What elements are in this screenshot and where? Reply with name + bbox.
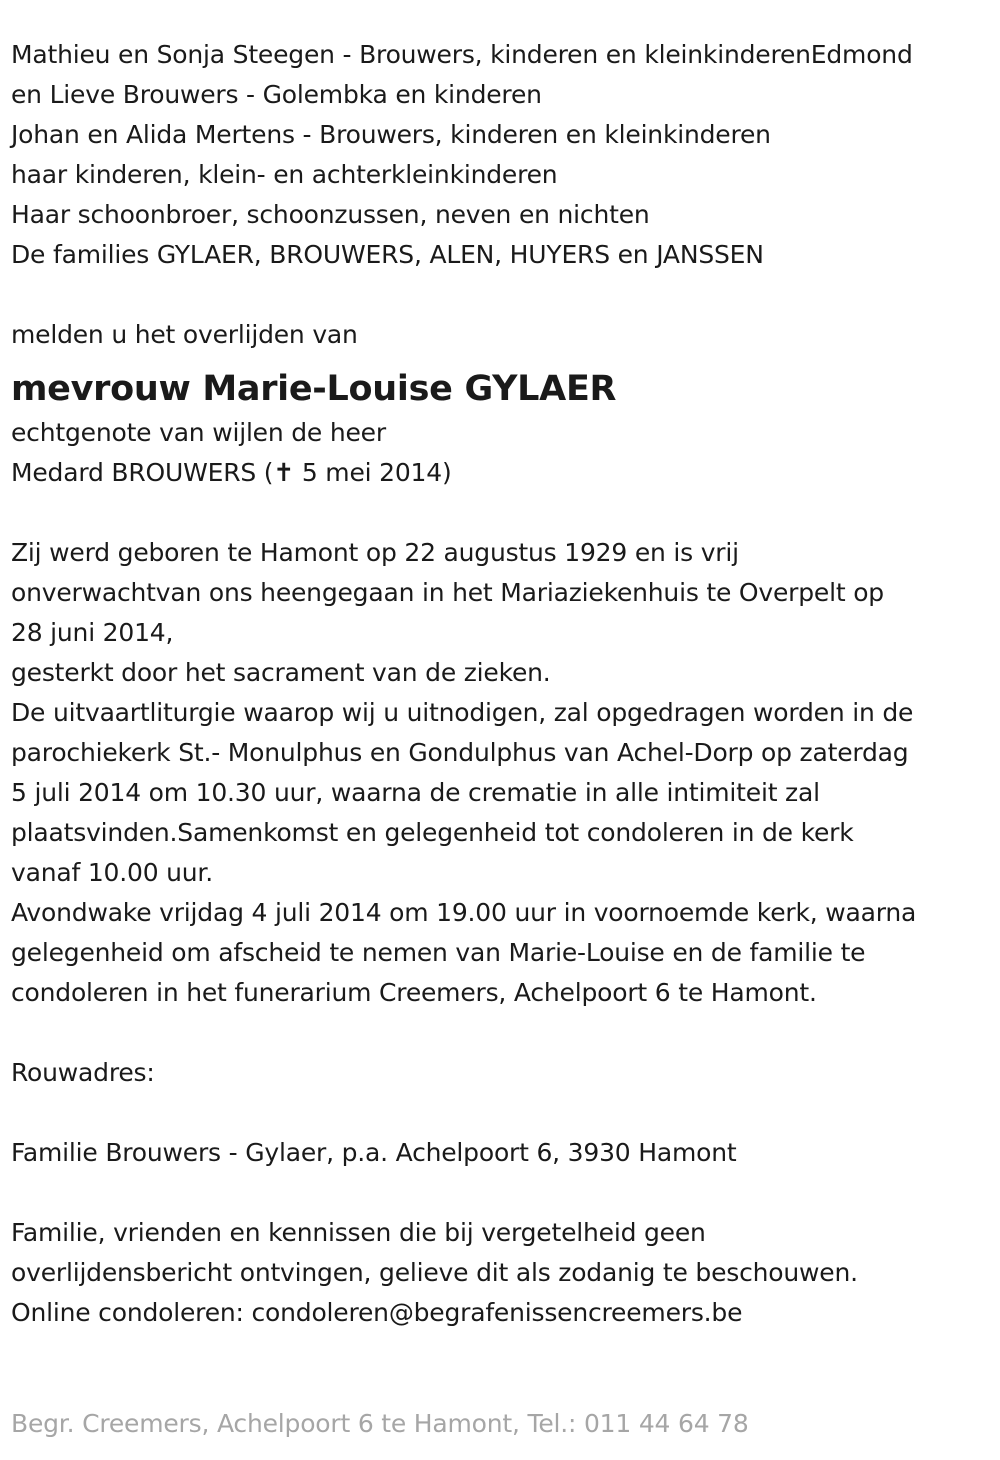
funeral-details (11, 533, 991, 1013)
spacer (11, 1173, 991, 1213)
spacer (11, 1013, 991, 1053)
details-line: Avondwake vrijdag 4 juli 2014 om 19.00 uur in voornoemde kerk, waarna (11, 898, 917, 927)
details-line: vanaf 10.00 uur. (11, 858, 213, 887)
notice-line: overlijdensbericht ontvingen, gelieve dit als zodanig te beschouwen. (11, 1258, 858, 1287)
family-line: haar kinderen, klein- en achterkleinkinderen (11, 160, 558, 189)
details-line: Zij werd geboren te Hamont op 22 augustus 1929 en is vrij (11, 538, 739, 567)
details-line: plaatsvinden.Samenkomst en gelegenheid tot condoleren in de kerk (11, 818, 854, 847)
family-line: Johan en Alida Mertens - Brouwers, kinderen en kleinkinderen (11, 120, 771, 149)
family-line: De families GYLAER, BROUWERS, ALEN, HUYERS en JANSSEN (11, 240, 764, 269)
family-line: Haar schoonbroer, schoonzussen, neven en nichten (11, 200, 650, 229)
deceased-spouse: Medard BROUWERS (✝ 5 mei 2014) (11, 458, 452, 487)
spacer (11, 493, 991, 533)
address-label: Rouwadres: (11, 1058, 155, 1087)
deceased-relation: echtgenote van wijlen de heer (11, 418, 386, 447)
details-line: gelegenheid om afscheid te nemen van Marie-Louise en de familie te (11, 938, 866, 967)
details-line: onverwachtvan ons heengegaan in het Mariaziekenhuis te Overpelt op (11, 578, 884, 607)
details-line: gesterkt door het sacrament van de zieken. (11, 658, 551, 687)
family-line: en Lieve Brouwers - Golembka en kinderen (11, 80, 542, 109)
obituary-text (11, 35, 991, 1333)
details-line: 28 juni 2014, (11, 618, 174, 647)
details-line: 5 juli 2014 om 10.30 uur, waarna de crematie in alle intimiteit zal (11, 778, 820, 807)
details-line: parochiekerk St.- Monulphus en Gondulphus van Achel-Dorp op zaterdag (11, 738, 909, 767)
footer-contact: Begr. Creemers, Achelpoort 6 te Hamont, Tel.: 011 44 64 78 (11, 1409, 749, 1438)
family-list (11, 35, 991, 275)
details-line: De uitvaartliturgie waarop wij u uitnodigen, zal opgedragen worden in de (11, 698, 914, 727)
details-line: condoleren in het funerarium Creemers, Achelpoort 6 te Hamont. (11, 978, 817, 1007)
notice-line: Familie, vrienden en kennissen die bij vergetelheid geen (11, 1218, 706, 1247)
address-value: Familie Brouwers - Gylaer, p.a. Achelpoort 6, 3930 Hamont (11, 1138, 737, 1167)
deceased-name: mevrouw Marie-Louise GYLAER (11, 369, 617, 409)
spacer (11, 1093, 991, 1133)
notice-line: Online condoleren: condoleren@begrafenissencreemers.be (11, 1298, 743, 1327)
spacer (11, 275, 991, 315)
notice-block (11, 1213, 991, 1333)
family-line: Mathieu en Sonja Steegen - Brouwers, kinderen en kleinkinderenEdmond (11, 40, 913, 69)
announcement-text: melden u het overlijden van (11, 320, 358, 349)
